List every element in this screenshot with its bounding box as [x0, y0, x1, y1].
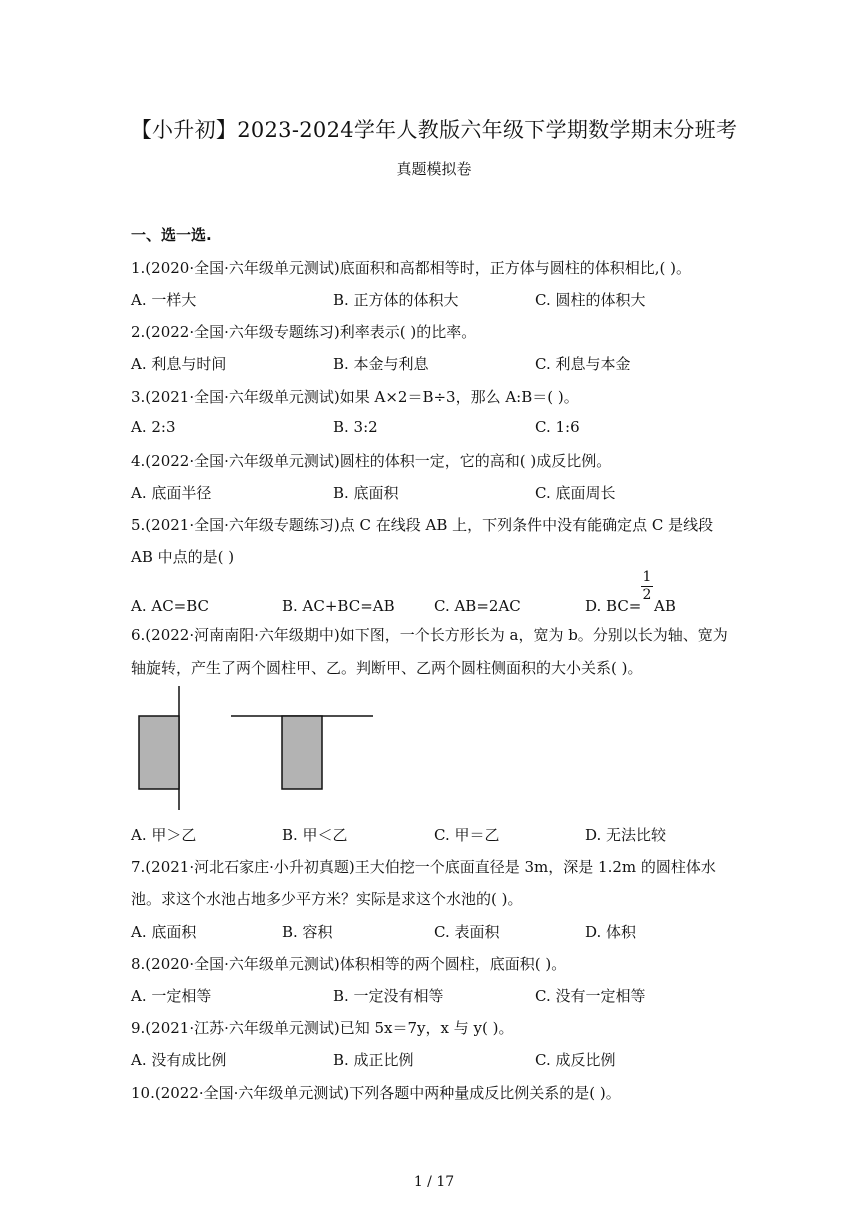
question-7: 7.(2021·河北石家庄·小升初真题)王大伯挖一个底面直径是 3m，深是 1.2m 的圆柱体水: [131, 858, 716, 876]
q3-option-b: B. 3:2: [333, 418, 378, 436]
page-title: 【小升初】2023-2024学年人教版六年级下学期数学期末分班考: [130, 118, 738, 142]
q2-option-b: B. 本金与利息: [333, 355, 429, 373]
question-8: 8.(2020·全国·六年级单元测试)体积相等的两个圆柱，底面积( )。: [131, 955, 567, 973]
q6-option-a: A. 甲＞乙: [131, 826, 197, 844]
q5-option-d: D. BC=: [585, 597, 642, 615]
q5-option-b: B. AC+BC=AB: [282, 597, 395, 615]
rectangle-left: [139, 716, 179, 789]
q5-option-d-tail: AB: [654, 597, 676, 615]
question-5: 5.(2021·全国·六年级专题练习)点 C 在线段 AB 上，下列条件中没有能确定点 C 是线段: [131, 516, 714, 534]
q8-option-b: B. 一定没有相等: [333, 987, 444, 1005]
question-4: 4.(2022·全国·六年级单元测试)圆柱的体积一定，它的高和( )成反比例。: [131, 452, 612, 470]
question-7-continued: 池。求这个水池占地多少平方米？实际是求这个水池的( )。: [131, 890, 523, 908]
question-9: 9.(2021·江苏·六年级单元测试)已知 5x＝7y，x 与 y( )。: [131, 1019, 514, 1037]
question-2: 2.(2022·全国·六年级专题练习)利率表示( )的比率。: [131, 323, 477, 341]
q1-option-a: A. 一样大: [131, 291, 197, 309]
q9-option-a: A. 没有成比例: [131, 1051, 227, 1069]
q7-option-d: D. 体积: [585, 923, 637, 941]
q7-option-b: B. 容积: [282, 923, 333, 941]
question-10: 10.(2022·全国·六年级单元测试)下列各题中两种量成反比例关系的是( )。: [131, 1084, 621, 1102]
q8-option-c: C. 没有一定相等: [535, 987, 646, 1005]
q1-option-b: B. 正方体的体积大: [333, 291, 459, 309]
q3-option-a: A. 2:3: [131, 418, 176, 436]
q8-option-a: A. 一定相等: [131, 987, 212, 1005]
q4-option-c: C. 底面周长: [535, 484, 616, 502]
q1-option-c: C. 圆柱的体积大: [535, 291, 646, 309]
question-1: 1.(2020·全国·六年级单元测试)底面积和高都相等时，正方体与圆柱的体积相比,( )。: [131, 259, 691, 277]
fraction-numerator: 1: [642, 569, 652, 585]
q6-option-d: D. 无法比较: [585, 826, 667, 844]
page-subtitle: 真题模拟卷: [396, 160, 472, 178]
fraction-denominator: 2: [642, 587, 652, 603]
q5-option-a: A. AC=BC: [131, 597, 210, 615]
q6-option-c: C. 甲＝乙: [434, 826, 500, 844]
rectangle-right: [282, 716, 322, 789]
q4-option-b: B. 底面积: [333, 484, 399, 502]
q9-option-c: C. 成反比例: [535, 1051, 616, 1069]
q2-option-a: A. 利息与时间: [131, 355, 227, 373]
q7-option-a: A. 底面积: [131, 923, 197, 941]
q5-option-c: C. AB=2AC: [434, 597, 521, 615]
question-6: 6.(2022·河南南阳·六年级期中)如下图，一个长方形长为 a，宽为 b。分别以长为轴、宽为: [131, 626, 728, 644]
q9-option-b: B. 成正比例: [333, 1051, 414, 1069]
question-6-continued: 轴旋转，产生了两个圆柱甲、乙。判断甲、乙两个圆柱侧面积的大小关系( )。: [131, 659, 643, 677]
page-number: 1 / 17: [413, 1174, 455, 1190]
q2-option-c: C. 利息与本金: [535, 355, 631, 373]
section-heading: 一、选一选.: [131, 226, 212, 244]
q4-option-a: A. 底面半径: [131, 484, 212, 502]
question-5-continued: AB 中点的是( ): [131, 548, 235, 566]
question-3: 3.(2021·全国·六年级单元测试)如果 A×2＝B÷3，那么 A:B＝( )。: [131, 388, 579, 406]
q7-option-c: C. 表面积: [434, 923, 500, 941]
q6-option-b: B. 甲＜乙: [282, 826, 348, 844]
q3-option-c: C. 1:6: [535, 418, 580, 436]
